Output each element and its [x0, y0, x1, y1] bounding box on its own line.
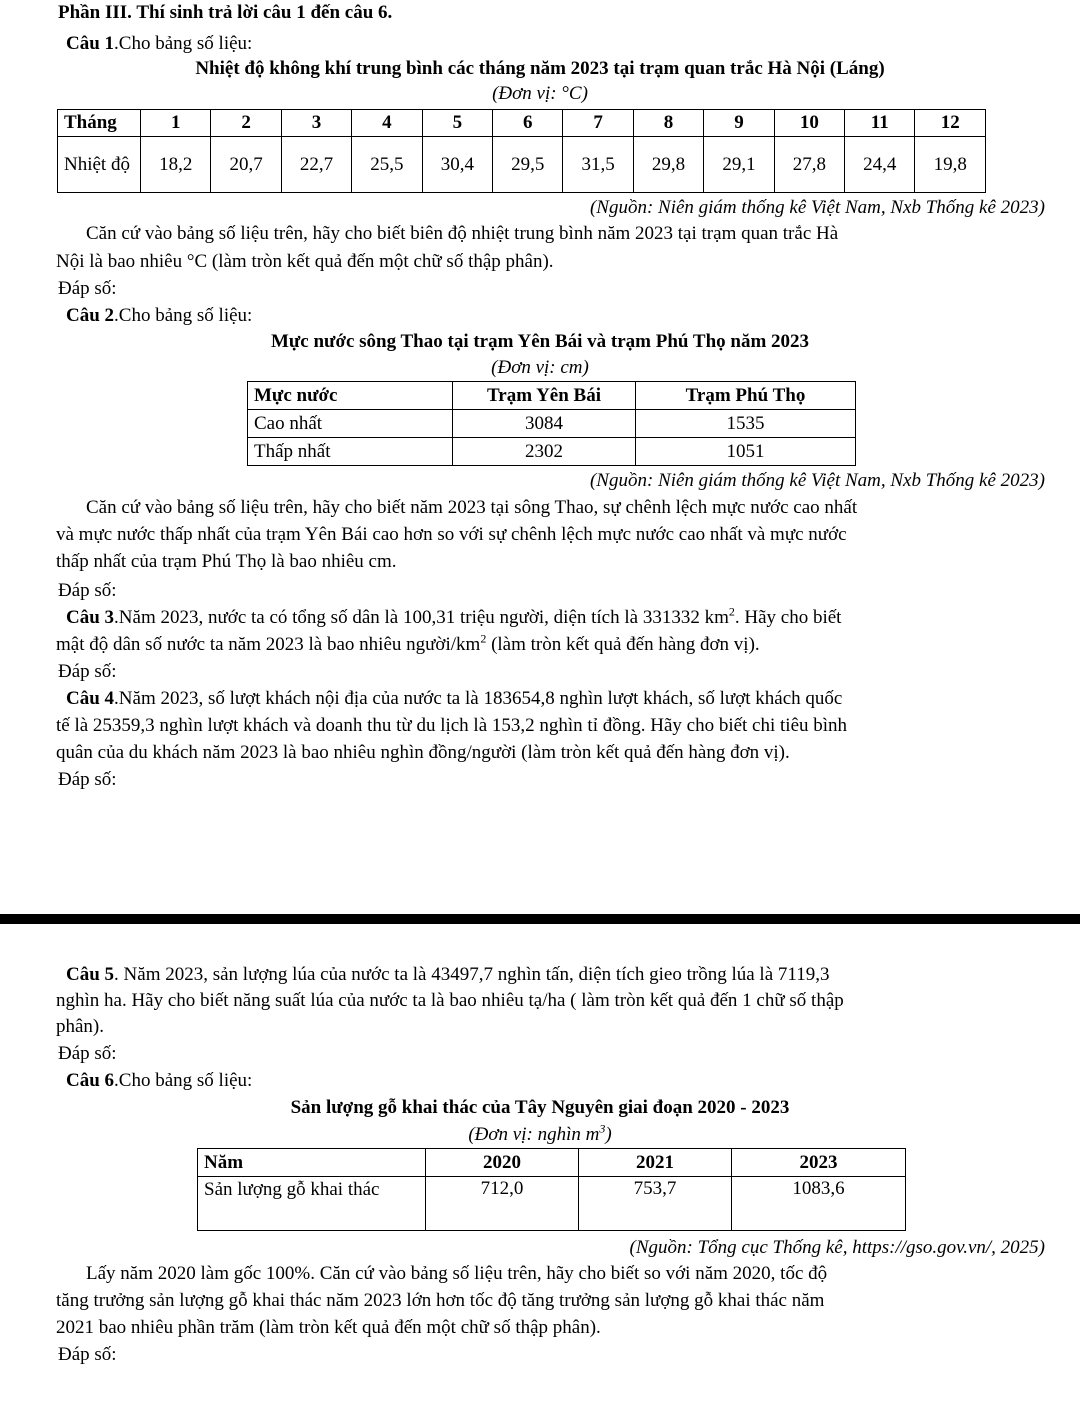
- q6-value-cell: 712,0: [426, 1177, 579, 1231]
- q5-line3: phân).: [56, 1016, 105, 1037]
- q6-intro-text: .Cho bảng số liệu:: [114, 1070, 253, 1091]
- q2-header-cell: Trạm Yên Bái: [453, 382, 636, 410]
- q4-line1: [66, 686, 842, 712]
- q4-line3: quân của du khách năm 2023 là bao nhiêu nghìn đồng/người (làm tròn kết quả đến hàng đơn vị).: [56, 742, 790, 763]
- q2-header-cell: Trạm Phú Thọ: [636, 382, 856, 410]
- q1-temp-cell: 27,8: [774, 137, 844, 193]
- q3-text-a: .Năm 2023, nước ta có tổng số dân là 100,31 triệu người, diện tích là 331332 km: [114, 607, 729, 628]
- q2-question-line3: thấp nhất của trạm Phú Thọ là bao nhiêu cm.: [56, 551, 397, 572]
- q1-month-cell: 11: [845, 110, 915, 137]
- q1-month-row: [58, 110, 986, 137]
- q2-source: (Nguồn: Niên giám thống kê Việt Nam, Nxb Thống kê 2023): [589, 470, 1045, 491]
- q1-month-cell: 4: [352, 110, 422, 137]
- q1-month-cell: 5: [422, 110, 492, 137]
- q6-unit-a: (Đơn vị: nghìn m: [468, 1124, 600, 1145]
- q1-source: (Nguồn: Niên giám thống kê Việt Nam, Nxb Thống kê 2023): [589, 197, 1045, 218]
- q6-value-cell: 1083,6: [732, 1177, 906, 1231]
- q2-row-label: Cao nhất: [248, 410, 453, 438]
- q1-table: [57, 109, 986, 193]
- q1-month-cell: 2: [211, 110, 281, 137]
- q6-data-row: [198, 1177, 906, 1231]
- q6-answer-label: Đáp số:: [58, 1344, 117, 1365]
- q1-label: Câu 1: [66, 33, 115, 54]
- q2-label: Câu 2: [66, 305, 115, 326]
- q6-question-line2: tăng trưởng sản lượng gỗ khai thác năm 2023 lớn hơn tốc độ tăng trưởng sản lượng gỗ khai thác năm: [56, 1290, 825, 1311]
- q1-month-cell: 8: [633, 110, 703, 137]
- q4-answer-label: Đáp số:: [58, 769, 117, 790]
- q1-temp-row: [58, 137, 986, 193]
- q2-table-title: Mực nước sông Thao tại trạm Yên Bái và trạm Phú Thọ năm 2023: [270, 331, 810, 352]
- q5-label: Câu 5: [66, 964, 115, 985]
- q3-label: Câu 3: [66, 607, 115, 628]
- q2-question-line1: Căn cứ vào bảng số liệu trên, hãy cho biết năm 2023 tại sông Thao, sự chênh lệch mực nước cao nhất: [86, 497, 858, 518]
- q6-row-label: Sản lượng gỗ khai thác: [198, 1177, 426, 1231]
- q1-unit: (Đơn vị: °C): [492, 83, 588, 104]
- q1-temp-cell: 19,8: [915, 137, 986, 193]
- q1-temp-cell: 22,7: [281, 137, 351, 193]
- q6-header-cell: 2021: [579, 1149, 732, 1177]
- q6-unit: [0, 1122, 1080, 1148]
- q1-temp-cell: 25,5: [352, 137, 422, 193]
- q3-sup-b: 2: [480, 631, 487, 646]
- q2-header-row: [248, 382, 856, 410]
- q1-question-line2: Nội là bao nhiêu °C (làm tròn kết quả đến một chữ số thập phân).: [56, 251, 554, 272]
- q2-cell: 3084: [453, 410, 636, 438]
- q2-row-label: Thấp nhất: [248, 438, 453, 466]
- q2-unit: (Đơn vị: cm): [491, 357, 589, 378]
- q1-temp-cell: 31,5: [563, 137, 633, 193]
- q2-row-low: [248, 438, 856, 466]
- q1-temp-cell: 29,5: [493, 137, 563, 193]
- q2-cell: 2302: [453, 438, 636, 466]
- q1-question-line1: Căn cứ vào bảng số liệu trên, hãy cho biết biên độ nhiệt trung bình năm 2023 tại trạm quan trắc Hà: [86, 223, 839, 244]
- q2-cell: 1535: [636, 410, 856, 438]
- q1-row-header-temp: Nhiệt độ: [58, 137, 141, 193]
- q1-intro-text: .Cho bảng số liệu:: [114, 33, 253, 54]
- q6-value-cell: 753,7: [579, 1177, 732, 1231]
- q1-month-cell: 7: [563, 110, 633, 137]
- q2-header-cell: Mực nước: [248, 382, 453, 410]
- q3-line2: [56, 632, 760, 658]
- q6-header-cell: 2023: [732, 1149, 906, 1177]
- q3-answer-label: Đáp số:: [58, 661, 117, 682]
- q1-intro: [66, 31, 252, 57]
- q1-month-cell: 1: [141, 110, 211, 137]
- q6-header-cell: Năm: [198, 1149, 426, 1177]
- q1-month-cell: 12: [915, 110, 986, 137]
- q2-intro-text: .Cho bảng số liệu:: [114, 305, 253, 326]
- q2-answer-label: Đáp số:: [58, 580, 117, 601]
- q2-table: [247, 381, 856, 466]
- q1-row-header-month: Tháng: [58, 110, 141, 137]
- q3-sup-a: 2: [728, 604, 735, 619]
- q5-line2: nghìn ha. Hãy cho biết năng suất lúa của nước ta là bao nhiêu tạ/ha ( làm tròn kết quả đến 1 chữ số thập: [56, 990, 844, 1011]
- q1-temp-cell: 20,7: [211, 137, 281, 193]
- q1-month-cell: 10: [774, 110, 844, 137]
- q6-label: Câu 6: [66, 1070, 115, 1091]
- q1-month-cell: 9: [704, 110, 774, 137]
- q4-line2: tế là 25359,3 nghìn lượt khách và doanh thu từ du lịch là 153,2 nghìn tỉ đồng. Hãy cho biết chi tiêu bình: [56, 715, 848, 736]
- q1-month-cell: 3: [281, 110, 351, 137]
- q6-intro: [66, 1068, 252, 1094]
- q6-source: (Nguồn: Tổng cục Thống kê, https://gso.gov.vn/, 2025): [629, 1237, 1045, 1258]
- q3-text-c: mật độ dân số nước ta năm 2023 là bao nhiêu người/km: [56, 634, 481, 655]
- q6-unit-sup: 3: [599, 1121, 606, 1136]
- q5-text-a: . Năm 2023, sản lượng lúa của nước ta là 43497,7 nghìn tấn, diện tích gieo trồng lúa là 7119,3: [114, 964, 830, 985]
- q1-temp-cell: 30,4: [422, 137, 492, 193]
- q2-row-high: [248, 410, 856, 438]
- q1-temp-cell: 29,8: [633, 137, 703, 193]
- q6-header-cell: 2020: [426, 1149, 579, 1177]
- q1-temp-cell: 29,1: [704, 137, 774, 193]
- q1-table-title: Nhiệt độ không khí trung bình các tháng năm 2023 tại trạm quan trắc Hà Nội (Láng): [195, 58, 885, 79]
- q4-text-a: .Năm 2023, số lượt khách nội địa của nước ta là 183654,8 nghìn lượt khách, số lượt khách quốc: [114, 688, 843, 709]
- q2-question-line2: và mực nước thấp nhất của trạm Yên Bái cao hơn so với sự chênh lệch mực nước cao nhất và mực nước: [56, 524, 847, 545]
- q6-unit-b: ): [605, 1124, 612, 1145]
- q1-temp-cell: 18,2: [141, 137, 211, 193]
- q5-answer-label: Đáp số:: [58, 1043, 117, 1064]
- q1-month-cell: 6: [493, 110, 563, 137]
- q6-question-line3: 2021 bao nhiêu phần trăm (làm tròn kết quả đến một chữ số thập phân).: [56, 1317, 601, 1338]
- q1-temp-cell: 24,4: [845, 137, 915, 193]
- q5-line1: [66, 962, 829, 988]
- q3-text-b: . Hãy cho biết: [734, 607, 842, 628]
- q1-answer-label: Đáp số:: [58, 278, 117, 299]
- q3-text-d: (làm tròn kết quả đến hàng đơn vị).: [486, 634, 760, 655]
- q6-question-line1: Lấy năm 2020 làm gốc 100%. Căn cứ vào bảng số liệu trên, hãy cho biết so với năm 2020, tốc độ: [86, 1263, 828, 1284]
- q2-cell: 1051: [636, 438, 856, 466]
- q3-line1: [66, 605, 841, 631]
- q4-label: Câu 4: [66, 688, 115, 709]
- q6-table-title: Sản lượng gỗ khai thác của Tây Nguyên giai đoạn 2020 - 2023: [290, 1097, 790, 1118]
- page-separator: [0, 914, 1080, 924]
- section-header: Phần III. Thí sinh trả lời câu 1 đến câu 6.: [58, 2, 393, 23]
- q6-header-row: [198, 1149, 906, 1177]
- q2-intro: [66, 303, 252, 329]
- q6-table: [197, 1148, 906, 1231]
